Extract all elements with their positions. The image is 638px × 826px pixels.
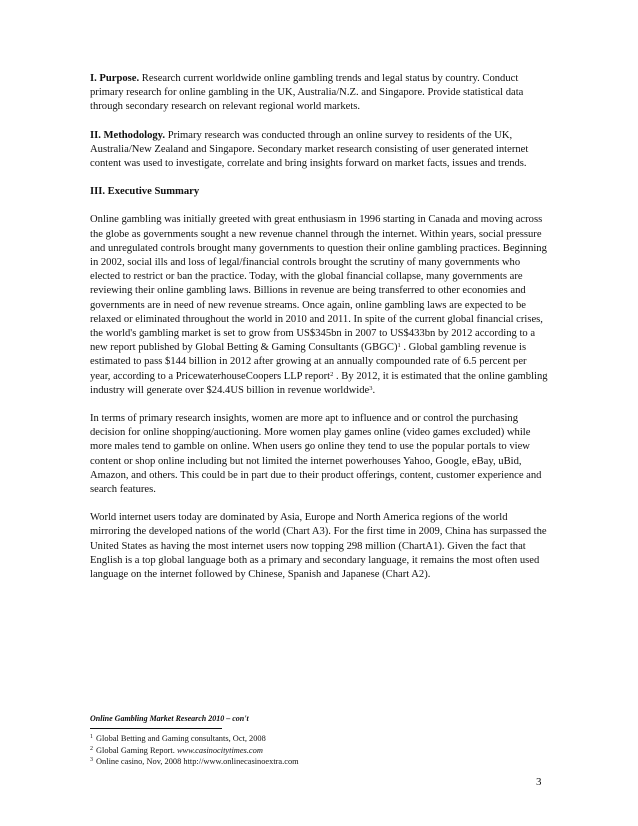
footnote-ref-1: 1 xyxy=(397,342,401,350)
summary-p1-text-c: . By 2012, it is estimated that the online gambling industry will generate over $24.4US billion in revenue worldwide xyxy=(90,370,548,396)
footnote-number: 2 xyxy=(90,745,93,752)
summary-paragraph-1 xyxy=(90,213,548,398)
document-body xyxy=(90,72,548,596)
footnote-item xyxy=(90,745,510,757)
footnote-text: Online casino, Nov, 2008 http://www.onlinecasinoextra.com xyxy=(96,757,299,767)
purpose-heading: I. Purpose. xyxy=(90,73,140,84)
footnote-link[interactable]: www.casinocitytimes.com xyxy=(176,745,263,755)
footnote-divider xyxy=(90,728,222,729)
summary-p1-text-b: . Global gambling revenue is estimated to pass $144 billion in 2012 after growing at an annually compounded rate of 6.5 percent per year, according to a PricewaterhouseCoopers LLP report xyxy=(90,342,527,382)
methodology-text: Primary research was conducted through an online survey to residents of the UK, Australia/New Zealand and Singapore. Secondary market research consisting of user generated internet content was used to investigate, correlate and bring insights forward on market facts, issues and trends. xyxy=(90,129,529,170)
footnote-item xyxy=(90,756,510,768)
footnote-item xyxy=(90,733,510,745)
footnote-ref-2: 2 xyxy=(330,370,334,378)
page-number: 3 xyxy=(536,776,542,788)
summary-p1-text-a: Online gambling was initially greeted with great enthusiasm in 1996 starting in Canada and moving across the globe as governments sought a new revenue channel through the internet. Within years, social pressure and unregulated controls brought many governments to question their online gambling practices. Beginning in 2002, social ills and loss of legal/financial controls brought the scrutiny of many governments who elected to restrict or ban the practice. Today, with the global financial collapse, many governments are reviewing their online gambling laws. Billions in revenue are being transferred to other economies and governments are in need of new revenue streams. Once again, online gambling laws are expected to be relaxed or eliminated throughout the world in 2010 and 2011. In spite of the current global financial crises, the world's gambling market is set to grow from US$345bn in 2007 to US$433bn by 2012 according to a new report published by Global Betting & Gaming Consultants (GBGC) xyxy=(90,214,547,354)
footnote-text: Global Gaming Report. xyxy=(96,745,177,755)
summary-paragraph-2: In terms of primary research insights, women are more apt to influence and or control the purchasing decision for online shopping/auctioning. More women play games online (video games excluded) while more males tend to gamble on online. When users go online they tend to use the popular portals to view content or shop online including but not limited the internet powerhouses Yahoo, Google, eBay, uBid, Amazon, and others. This could be in part due to their product offerings, content, customer experience and search features. xyxy=(90,413,542,496)
running-footer-title: Online Gambling Market Research 2010 – con't xyxy=(90,714,249,723)
executive-summary-heading: III. Executive Summary xyxy=(90,186,200,198)
purpose-section xyxy=(90,72,548,115)
footnotes xyxy=(90,733,510,768)
summary-paragraph-3: World internet users today are dominated by Asia, Europe and North America regions of the world mirroring the developed nations of the world (Chart A3). For the first time in 2009, China has surpassed the United States as having the most internet users now topping 298 million (ChartA1). Given the fact that English is a top global language both as a primary and secondary language, it remains the most often used language on the internet followed by Chinese, Spanish and Japanese (Chart A2). xyxy=(90,512,547,581)
footnote-ref-3: 3 xyxy=(369,384,373,392)
methodology-section xyxy=(90,129,548,172)
footnote-number: 3 xyxy=(90,757,93,764)
methodology-heading: II. Methodology. xyxy=(90,129,166,141)
summary-p1-text-d: . xyxy=(372,384,376,396)
footnote-text: Global Betting and Gaming consultants, Oct, 2008 xyxy=(96,734,266,743)
footnote-number: 1 xyxy=(90,734,93,740)
purpose-text: Research current worldwide online gambling trends and legal status by country. Conduct primary research for online gambling in the UK, Australia/N.Z. and Singapore. Provide statistical data through secondary research on relevant regional world markets. xyxy=(90,73,524,113)
